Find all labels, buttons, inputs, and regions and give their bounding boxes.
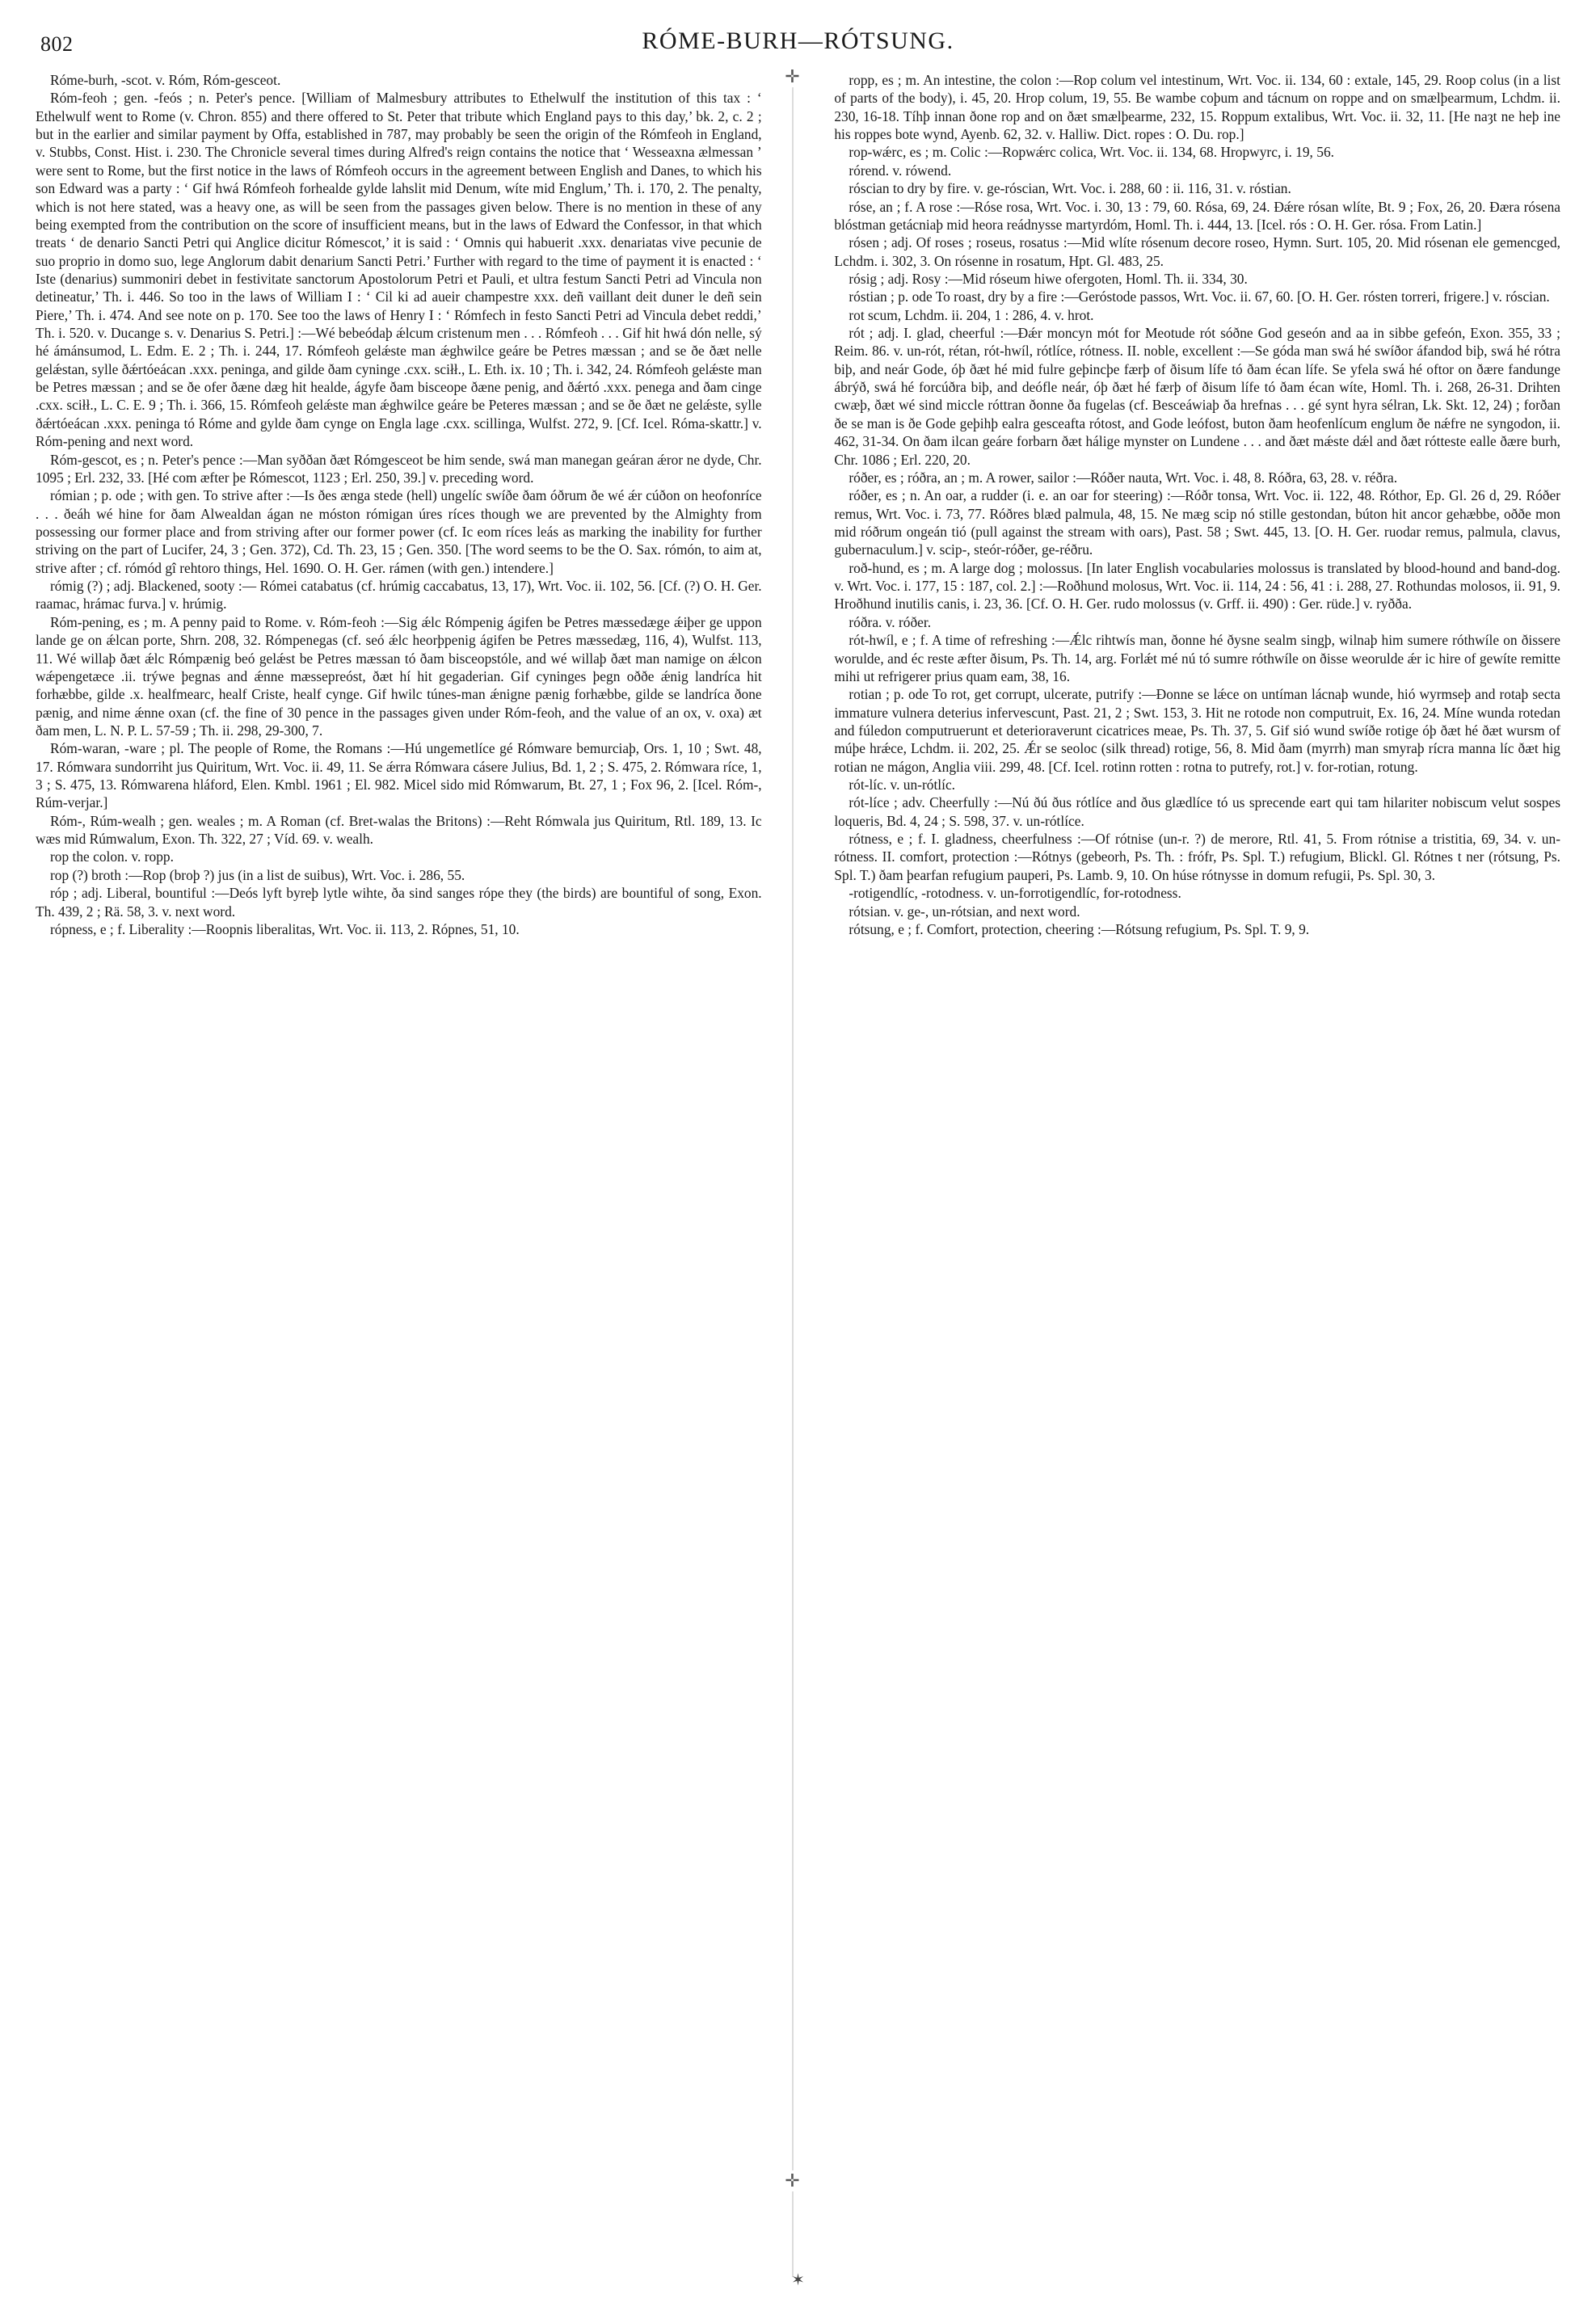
dictionary-entry: -rotigendlíc, -rotodness. v. un-forrotigendlíc, for-rotodness. — [849, 885, 1181, 902]
cross-mark-icon: ✛ — [785, 66, 800, 86]
dictionary-entry: Róm-, Rúm-wealh ; gen. weales ; m. A Roman (cf. Bret-walas the Britons) :—Reht Rómwala jus Quiritum, Rtl. 189, 13. Ic wæs mid Rúmwalum, Exon. Th. 322, 27 ; Víd. 69. v. wealh. — [36, 812, 762, 848]
dictionary-entry: róðer, es ; n. An oar, a rudder (i. e. an oar for steering) :—Róðr tonsa, Wrt. Voc. ii. 122, 48. Róthor, Ep. Gl. 26 d, 29. Róðer remus, Wrt. Voc. i. 73, 77. Róðres blæd palmula, 48, 15. Ne mæg scip nó stille gestondan, búton hit ancor gehæbbe, oððe mon mid róðrum ongeán tió (pull against the stream with oars), Past. 58 ; Swt. 445, 13. [O. H. Ger. ruodar remus, palmula, clavus, gubernaculum.] v. scip-, steór-róðer, ge-réðru. — [834, 487, 1560, 558]
dictionary-entry: rót-líce ; adv. Cheerfully :—Nú ðú ðus rótlíce and ðus glædlíce tó us sprecende eart qui tam hilariter nobiscum velut sospes loqueris, Bd. 4, 24 ; S. 598, 37. v. un-rótlíce. — [834, 794, 1560, 829]
dictionary-entry: rómig (?) ; adj. Blackened, sooty :— Rómei catabatus (cf. hrúmig caccabatus, 13, 17), Wrt. Voc. ii. 102, 56. [Cf. (?) O. H. Ger. raamac, hrámac furva.] v. hrúmig. — [36, 578, 762, 612]
two-column-body — [36, 66, 1560, 2277]
dictionary-entry: Róm-feoh ; gen. -feós ; n. Peter's pence. [William of Malmesbury attributes to Ethelwulf the institution of this tax : ‘ Ethelwulf went to Rome (v. Chron. 855) and there offered to St. Peter that tribute which England pays to this day,’ bk. 2, c. 2 ; but in the earlier and similar payment by Offa, established in 787, may probably be seen the origin of the Rómfeoh in England, v. Stubbs, Const. Hist. i. 230. The Chronicle several times during Alfred's reign contains the notice that ‘ Wesseaxna ælmessan ’ were sent to Rome, but the first notice in the laws of Rómfeoh occurs in the agreement between English and Danes, to which his son Edward was a party : ‘ Gif hwá Rómfeoh forhealde gylde lahslit mid Denum, wíte mid Englum,’ Th. i. 170, 2. The penalty, which is not here stated, was a heavy one, as will be seen from the passages given below. There is no mention in these of any being exempted from the contribution on the score of insufficient means, but in the laws of Edward the Confessor, in that which treats ‘ de denario Sancti Petri qui Anglice dicitur Rómescot,’ it is said : ‘ Omnis qui habuerit .xxx. denariatas vive pecunie de suo proprio in domo suo, lege Anglorum dabit denarium Sancti Petri.’ Further with regard to the time of payment it is enacted : ‘ Iste (denarius) summoniri debet in festivitate sanctorum Apostolorum Petri et Pauli, et ultra festum Sancti Petri ad Vincula non detineatur,’ Th. i. 446. So too in the laws of William I : ‘ Cil ki ad aueir champestre xxx. deñ vaillant deit duner le deñ sein Piere,’ Th. i. 474. And see note on p. 170. See too the laws of Henry I : ‘ Rómfech in festo Sancti Petri ad Vincula debet reddi,’ Th. i. 520. v. Ducange s. v. Denarius S. Petri.] :—Wé bebeódaþ ǽlcum cristenum men . . . Rómfeoh . . . Gif hit hwá dón nelle, sý hé ámánsumod, L. Edm. E. 2 ; Th. i. 244, 17. Rómfeoh gelǽste man ǽghwilce geáre be Petres mæssan ; and se ðe ðæt nelle gelǽstan, sylle ðǽrtóeácan .xxx. peninga, and gilde ðam cyninge .cxx. sciłł., L. Eth. ix. 10 ; Th. i. 342, 24. Rómfeoh gelǽste man be Petres mæssan ; and se ðe ofer ðæne dæg hit healde, ágyfe ðam bisceope ðæne penig, and ðǽrtó .xxx. penega and ðam cinge .cxx. sciłł., L. C. E. 9 ; Th. i. 366, 15. Rómfeoh gelǽste man ǽghwilce geáre be Peteres mæssan ; and se ðe ðæt ne gelǽste, sylle ðǽrtóeácan .xxx. peninga tó Róme and gylde ðam cynge on Engla lage .cxx. scillinga, Wulfst. 272, 9. [Cf. Icel. Róma-skattr.] v. Róm-pening and next word. — [36, 90, 762, 450]
dictionary-entry: rop (?) broth :—Rop (broþ ?) jus (in a list de suibus), Wrt. Voc. i. 286, 55. — [50, 866, 465, 883]
footer-mark-icon: ✶ — [791, 2271, 805, 2289]
dictionary-entry: róse, an ; f. A rose :—Róse rosa, Wrt. Voc. i. 30, 13 : 79, 60. Rósa, 69, 24. Ðǽre rósan wlíte, Bt. 9 ; Fox, 26, 20. Ðæra rósena blóstman getácniaþ mid heora reádnysse martyrdóm, Homl. Th. i. 444, 13. [Icel. rós : O. H. Ger. rósa. From Latin.] — [834, 198, 1560, 233]
dictionary-entry: roð-hund, es ; m. A large dog ; molossus. [In later English vocabularies molossus is translated by blood-hound and band-dog. v. Wrt. Voc. i. 177, 15 : 187, col. 2.] :—Roðhund molosus, Wrt. Voc. ii. 114, 24 : 56, 41 : i. 288, 27. Rothundas molosos, ii. 91, 9. Hroðhund inutilis canis, i. 23, 36. [Cf. O. H. Ger. rudo molossus (v. Grff. ii. 490) : Ger. rüde.] v. ryðða. — [834, 559, 1560, 612]
dictionary-entry: rósen ; adj. Of roses ; roseus, rosatus :—Mid wlíte rósenum decore roseo, Hymn. Surt. 105, 20. Mid rósenan ele gemencged, Lchdm. i. 302, 3. On rósenne in rosatum, Hpt. Gl. 483, 25. — [834, 234, 1560, 269]
dictionary-entry: Róm-pening, es ; m. A penny paid to Rome. v. Róm-feoh :—Sig ǽlc Rómpenig ágifen be Petres mæssedæge ǽiþer ge uppon lande ge on ǽlcan porte, Shrn. 208, 32. Rómpenegas (cf. seó ǽlc heorþpenig ágifen be Petres mæssedæg, 116, 4), Wulfst. 113, 11. Wé willaþ ðæt ǽlc Rómpænig beó gelǽst be Petres mæssan tó ðam bisceopstóle, and wé willaþ ðæt man namige on ǽlcon wǽpengetæce .ii. trýwe þegnas and ǽnne mæssepreóst, ðæt hí hit gegaderian. Gif cyninges þegn oððe ǽnig landríca hit forhæbbe, gilde .x. healfmearc, healf Criste, healf cynge. Gif hwilc túnes-man ǽnigne pænig forhæbbe, gilde se landríca ðone pænig, and nime ǽnne oxan (cf. the fine of 30 pence in the passages given under Róm-feoh, and the value of an ox, v. oxa) æt ðam men, L. N. P. L. 57-59 ; Th. ii. 298, 29-300, 7. — [36, 613, 762, 739]
dictionary-entry: rot scum, Lchdm. ii. 204, 1 : 286, 4. v. hrot. — [849, 306, 1094, 323]
running-head: RÓME-BURH—RÓTSUNG. — [642, 27, 954, 54]
dictionary-entry: rópness, e ; f. Liberality :—Roopnis liberalitas, Wrt. Voc. ii. 113, 2. Rópnes, 51, 10. — [50, 920, 520, 937]
page-header — [36, 27, 1560, 71]
dictionary-entry: rósig ; adj. Rosy :—Mid róseum hiwe ofergoten, Homl. Th. ii. 334, 30. — [849, 270, 1248, 287]
left-column — [36, 71, 775, 2277]
right-column — [810, 71, 1560, 2277]
dictionary-entry: rót-líc. v. un-rótlíc. — [849, 777, 956, 793]
column-divider — [792, 71, 793, 2277]
dictionary-entry: rotian ; p. ode To rot, get corrupt, ulcerate, putrify :—Ðonne se lǽce on untíman lácnaþ wunde, hió wyrmseþ and rotaþ secta immature vulnera deterius infervescunt, Past. 21, 2 ; Swt. 153, 3. Hit ne rotode non computruit, Ex. 16, 24. Míne wunda rotedan and fúledon computruerunt et deterioraverunt cicatrices meae, Ps. Th. 37, 5. Gif sió wund swíðe rotige óþ ðæt hé ðæt wursm of múþe hrǽce, Lchdm. ii. 202, 25. Ǽr se seoloc (silk thread) rotige, 56, 8. Mid ðam (myrrh) man smyraþ rícra manna líc ðæt hig rotian ne mágon, Anglia viii. 299, 48. [Cf. Icel. rotinn rotten : rotna to putrefy, rot.] v. for-rotian, rotung. — [834, 686, 1560, 775]
dictionary-entry: rop-wǽrc, es ; m. Colic :—Ropwǽrc colica, Wrt. Voc. ii. 134, 68. Hropwyrc, i. 19, 56. — [849, 144, 1334, 161]
dictionary-entry: róðer, es ; róðra, an ; m. A rower, sailor :—Róðer nauta, Wrt. Voc. i. 48, 8. Róðra, 63, 28. v. réðra. — [849, 469, 1398, 486]
dictionary-entry: róstian ; p. ode To roast, dry by a fire :—Geróstode passos, Wrt. Voc. ii. 67, 60. [O. H. Ger. rósten torreri, frigere.] v. róscian. — [849, 288, 1550, 305]
dictionary-entry: Róm-waran, -ware ; pl. The people of Rome, the Romans :—Hú ungemetlíce gé Rómware bemurciaþ, Ors. 1, 10 ; Swt. 48, 17. Rómwara sundorriht jus Quiritum, Wrt. Voc. ii. 49, 11. Se ǽrra Rómwara cásere Julius, Bd. 1, 2 ; S. 475, 2. Rómwara ríce, 1, 3 ; S. 475, 13. Rómwarena hláford, Elen. Kmbl. 1961 ; El. 982. Micel sido mid Rómwarum, Bt. 27, 1 ; Fox 96, 2. [Icel. Róm-, Rúm-verjar.] — [36, 740, 762, 811]
dictionary-entry: ropp, es ; m. An intestine, the colon :—Rop colum vel intestinum, Wrt. Voc. ii. 134, 60 : extale, 145, 29. Roop colus (in a list of parts of the body), i. 45, 20. Hrop colum, 19, 55. Be wambe coþum and tácnum on roppe and on smælþearmum, Lchdm. ii. 230, 16-18. Tíhþ innan ðone rop and on ðæt smælþearme, 232, 15. Roppum extalibus, Wrt. Voc. ii. 32, 11. [He naȝt ne heþ ine his roppes bote wynd, Ayenb. 62, 32. v. Halliw. Dict. ropes : O. Du. rop.] — [834, 72, 1560, 143]
dictionary-entry: rót-hwíl, e ; f. A time of refreshing :—Ǽlc rihtwís man, ðonne hé ðysne sealm singþ, wilnaþ him sumere róthwíle on ðissere worulde, and éc reste æfter ðisum, Ps. Th. 14, arg. Forlǽt mé nú tó sumre róthwíle on ðisse weorulde ǽr ic hire of gewíte remitte mihi ut refrigerer prius quam eam, 38, 16. — [834, 632, 1560, 684]
dictionary-entry: rótsung, e ; f. Comfort, protection, cheering :—Rótsung refugium, Ps. Spl. T. 9, 9. — [849, 920, 1310, 937]
dictionary-entry: róðra. v. róðer. — [849, 613, 932, 630]
page-number: 802 — [40, 32, 74, 56]
cross-mark-icon: ✛ — [785, 2170, 800, 2191]
dictionary-entry: rórend. v. rówend. — [849, 162, 952, 179]
dictionary-entry: rótsian. v. ge-, un-rótsian, and next word. — [849, 903, 1080, 920]
dictionary-entry: Róme-burh, -scot. v. Róm, Róm-gesceot. — [50, 72, 281, 88]
dictionary-entry: rop the colon. v. ropp. — [50, 848, 174, 865]
dictionary-entry: Róm-gescot, es ; n. Peter's pence :—Man syððan ðæt Rómgesceot be him sende, swá man manegan geáran ǽror ne dyde, Chr. 1095 ; Erl. 232, 33. [Hé com æfter þe Rómescot, 1123 ; Erl. 250, 39.] v. preceding word. — [36, 451, 762, 486]
dictionary-entry: róp ; adj. Liberal, bountiful :—Deós lyft byreþ lytle wihte, ða sind sanges rópe they (the birds) are bountiful of song, Exon. Th. 439, 2 ; Rä. 58, 3. v. next word. — [36, 885, 762, 920]
column-gutter — [775, 66, 811, 2277]
dictionary-entry: rót ; adj. I. glad, cheerful :—Ðǽr moncyn mót for Meotude rót sóðne God geseón and aa in sibbe gefeón, Exon. 355, 33 ; Reim. 86. v. un-rót, rétan, rót-hwíl, rótlíce, rótness. II. noble, excellent :—Se góda man swá hé swíðor áfandod biþ, swá hé rótra biþ, and neár Gode, óþ ðæt hé mid fulre geþincþe færþ of ðisum lífe tó ðam écan lífe. Se yfela swá hé oftor on ðære fandunge ábrýð, swá hé forcúðra biþ, and deófle neár, óþ ðæt hé færþ of ðisum lífe tó ðam écan wíte, Homl. Th. i. 268, 26-31. Drihten cwæþ, ðæt wé sind miccle róttran ðonne ða fugelas (cf. Besceáwiaþ ða hrefnas . . . gé synt hyra sélran, Lk. Skt. 12, 24) ; forðan ðe se man is ðe Gode geþihþ ealra gesceafta rótost, and Gode leófost, buton ðam heofenlícum englum ðe nǽfre ne syngodon, ii. 462, 31-34. On ðam ilcan geáre forbarn ðæt hálige mynster on Lundene . . . and ðæt mǽste dǽl and ðæt rótteste ealle ðære burh, Chr. 1086 ; Erl. 220, 20. — [834, 325, 1560, 468]
dictionary-entry: róscian to dry by fire. v. ge-róscian, Wrt. Voc. i. 288, 60 : ii. 116, 31. v. róstian. — [849, 180, 1291, 197]
dictionary-entry: rómian ; p. ode ; with gen. To strive after :—Is ðes ænga stede (hell) ungelíc swíðe ðam óðrum ðe wé ǽr cúðon on heofonríce . . . ðeáh wé hine for ðam Alwealdan ágan ne móston rómigan úres ríces though we are prevented by the Almighty from possessing our former place and from striving after our former power (cf. Ic eom ríces leás as marking the inability for further striving on the part of Lucifer, 24, 3 ; Gen. 372), Cd. Th. 23, 15 ; Gen. 350. [The word seems to be the O. Sax. rómón, to aim at, strive after ; cf. rómód gî rehtoro things, Hel. 1690. O. H. Ger. rámen (with gen.) intendere.] — [36, 487, 762, 576]
dictionary-entry: rótness, e ; f. I. gladness, cheerfulness :—Of rótnise (un-r. ?) de merore, Rtl. 41, 5. From rótnise a tristitia, 69, 34. v. un-rótness. II. comfort, protection :—Rótnys (gebeorh, Ps. Th. : frófr, Ps. Spl. T.) refugium, Blickl. Gl. Rótnes t ner (rótsung, Ps. Spl. T.) ðam þearfan refugium pauperi, Ps. Lamb. 9, 10. On húse rótnysse in domum refugii, Ps. Spl. 30, 3. — [834, 831, 1560, 883]
